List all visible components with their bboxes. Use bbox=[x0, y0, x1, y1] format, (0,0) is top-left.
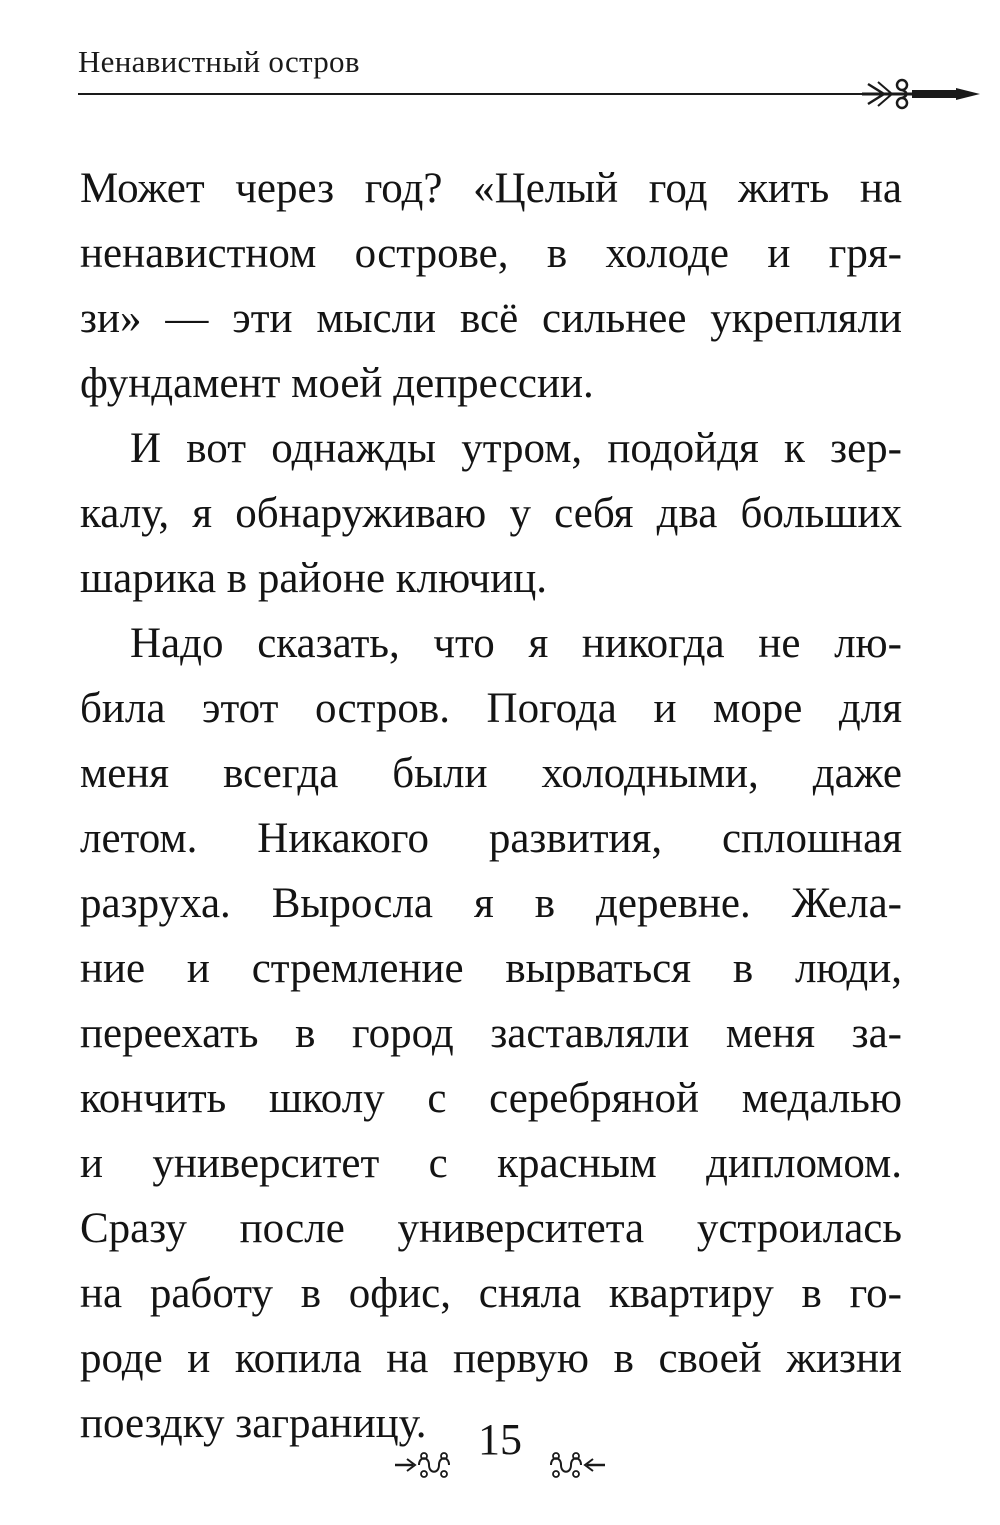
text-line: меня всегда были холодными, даже bbox=[80, 750, 902, 797]
text-line: фундамент моей депрессии. bbox=[80, 360, 594, 407]
text-line: И вот однажды утром, подойдя к зер- bbox=[130, 425, 902, 472]
text-line: Сразу после университета устроилась bbox=[80, 1205, 902, 1252]
text-line: роде и копила на первую в своей жизни bbox=[80, 1335, 902, 1382]
text-line: и университет с красным дипломом. bbox=[80, 1140, 902, 1187]
text-line: калу, я обнаруживаю у себя два больших bbox=[80, 490, 902, 537]
flourish-icon bbox=[545, 1450, 605, 1480]
text-line: кончить школу с серебряной медалью bbox=[80, 1075, 902, 1122]
text-line: Может через год? «Целый год жить на bbox=[80, 165, 902, 212]
text-line: на работу в офис, сняла квартиру в го- bbox=[80, 1270, 902, 1317]
text-line: зи» — эти мысли всё сильнее укрепляли bbox=[80, 295, 902, 342]
text-line: ненавистном острове, в холоде и гря- bbox=[80, 230, 902, 277]
page-number: 15 bbox=[478, 1415, 522, 1464]
text-line: поездку заграницу. bbox=[80, 1400, 427, 1447]
text-line: переехать в город заставляли меня за- bbox=[80, 1010, 902, 1057]
text-line: летом. Никакого развития, сплошная bbox=[80, 815, 902, 862]
text-line: ние и стремление вырваться в люди, bbox=[80, 945, 902, 992]
flourish-icon bbox=[395, 1450, 455, 1480]
running-header: Ненавистный остров bbox=[78, 44, 360, 79]
text-line: Надо сказать, что я никогда не лю- bbox=[130, 620, 902, 667]
text-line: разруха. Выросла я в деревне. Жела- bbox=[80, 880, 902, 927]
text-line: била этот остров. Погода и море для bbox=[80, 685, 902, 732]
text-line: шарика в районе ключиц. bbox=[80, 555, 548, 602]
